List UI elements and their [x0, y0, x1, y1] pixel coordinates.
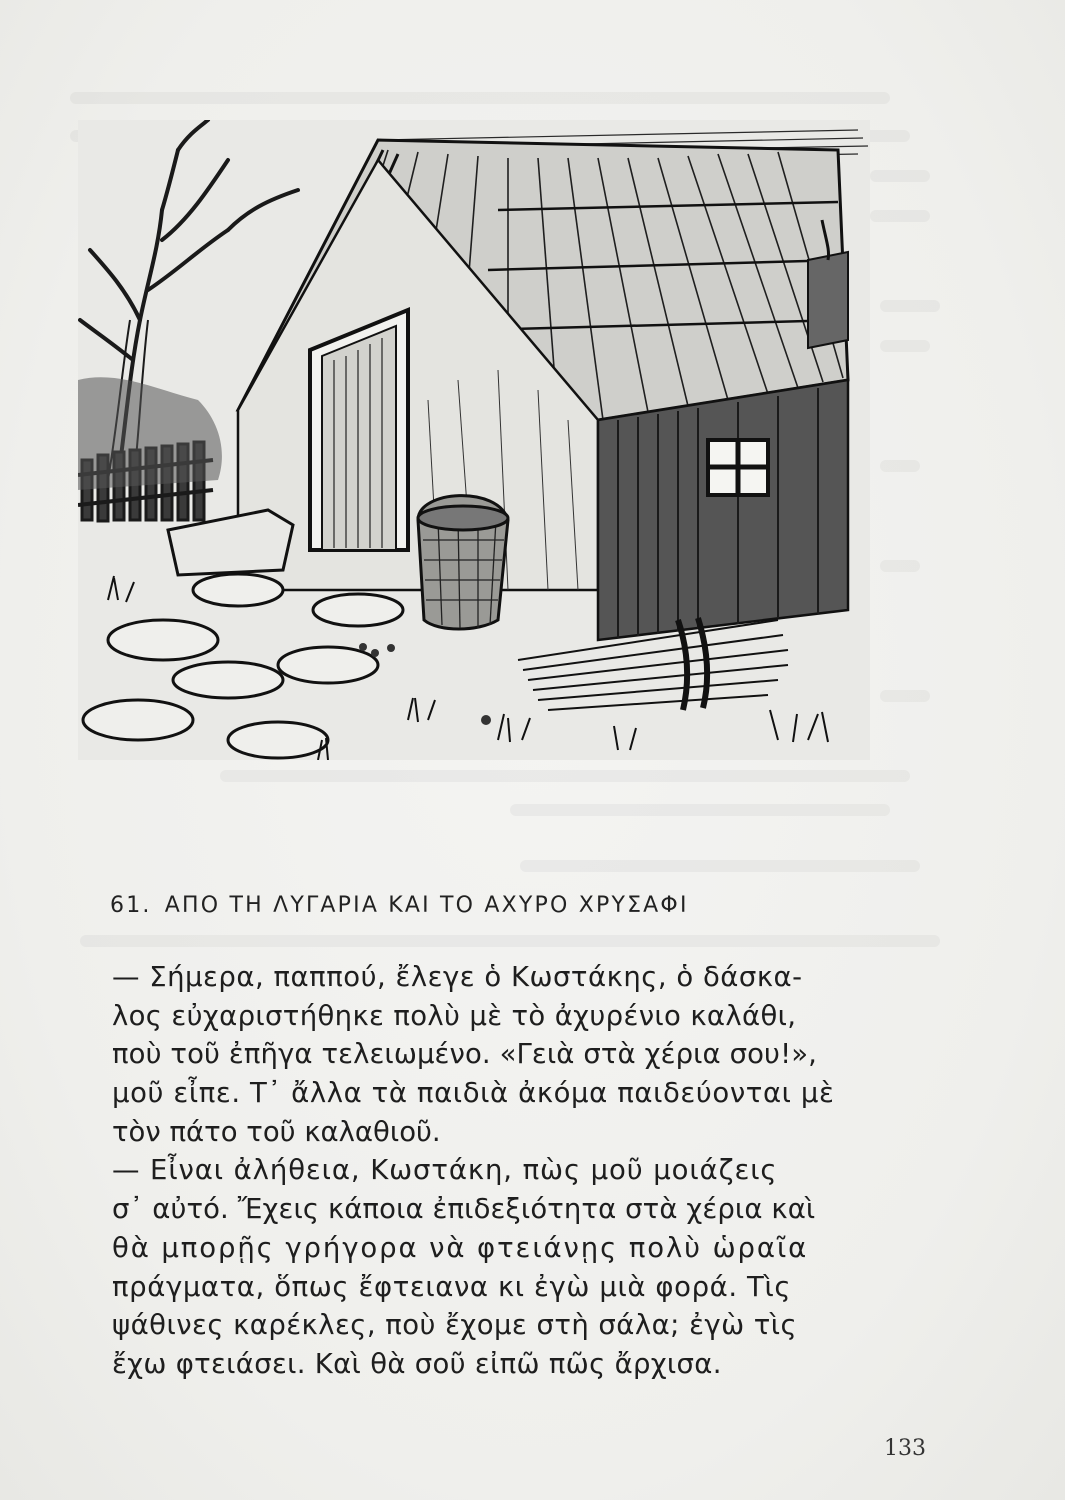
- text-line: ποὺ τοῦ ἐπῆγα τελειωμένο. «Γειὰ στὰ χέρια σου!»,: [112, 1038, 817, 1071]
- page-number: 133: [884, 1436, 926, 1461]
- text-line: τὸν πάτο τοῦ καλαθιοῦ.: [112, 1115, 441, 1148]
- chapter-number: 61.: [110, 893, 152, 918]
- text-line: σ᾽ αὐτό. Ἔχεις κάποια ἐπιδεξιότητα στὰ χέρια καὶ: [112, 1193, 816, 1226]
- text-line: θὰ μπορῇς γρήγορα νὰ φτειάνῃς πολὺ ὡραῖα: [112, 1231, 809, 1264]
- body-text: [112, 958, 924, 1384]
- chapter-title: ΑΠΟ ΤΗ ΛΥΓΑΡΙΑ ΚΑΙ ΤΟ ΑΧΥΡΟ ΧΡΥΣΑΦΙ: [164, 893, 689, 918]
- text-line: μοῦ εἶπε. Τ᾽ ἄλλα τὰ παιδιὰ ἀκόμα παιδεύονται μὲ: [112, 1077, 835, 1110]
- text-line: ἔχω φτειάσει. Καὶ θὰ σοῦ εἰπῶ πῶς ἄρχισα.: [112, 1347, 722, 1380]
- text-line: λος εὐχαριστήθηκε πολὺ μὲ τὸ ἀχυρένιο καλάθι,: [112, 999, 797, 1032]
- text-line: — Σήμερα, παππού, ἔλεγε ὁ Κωστάκης, ὁ δάσκα-: [112, 961, 803, 993]
- text-line: ψάθινες καρέκλες, ποὺ ἔχομε στὴ σάλα; ἐγὼ τὶς: [112, 1309, 798, 1342]
- text-line: — Εἶναι ἀλήθεια, Κωστάκη, πὼς μοῦ μοιάζεις: [112, 1154, 778, 1187]
- chapter-heading: [110, 893, 870, 918]
- thatched-hut-illustration-icon: [78, 120, 870, 760]
- text-line: πράγματα, ὅπως ἔφτειανα κι ἐγὼ μιὰ φορά. Τὶς: [112, 1270, 792, 1303]
